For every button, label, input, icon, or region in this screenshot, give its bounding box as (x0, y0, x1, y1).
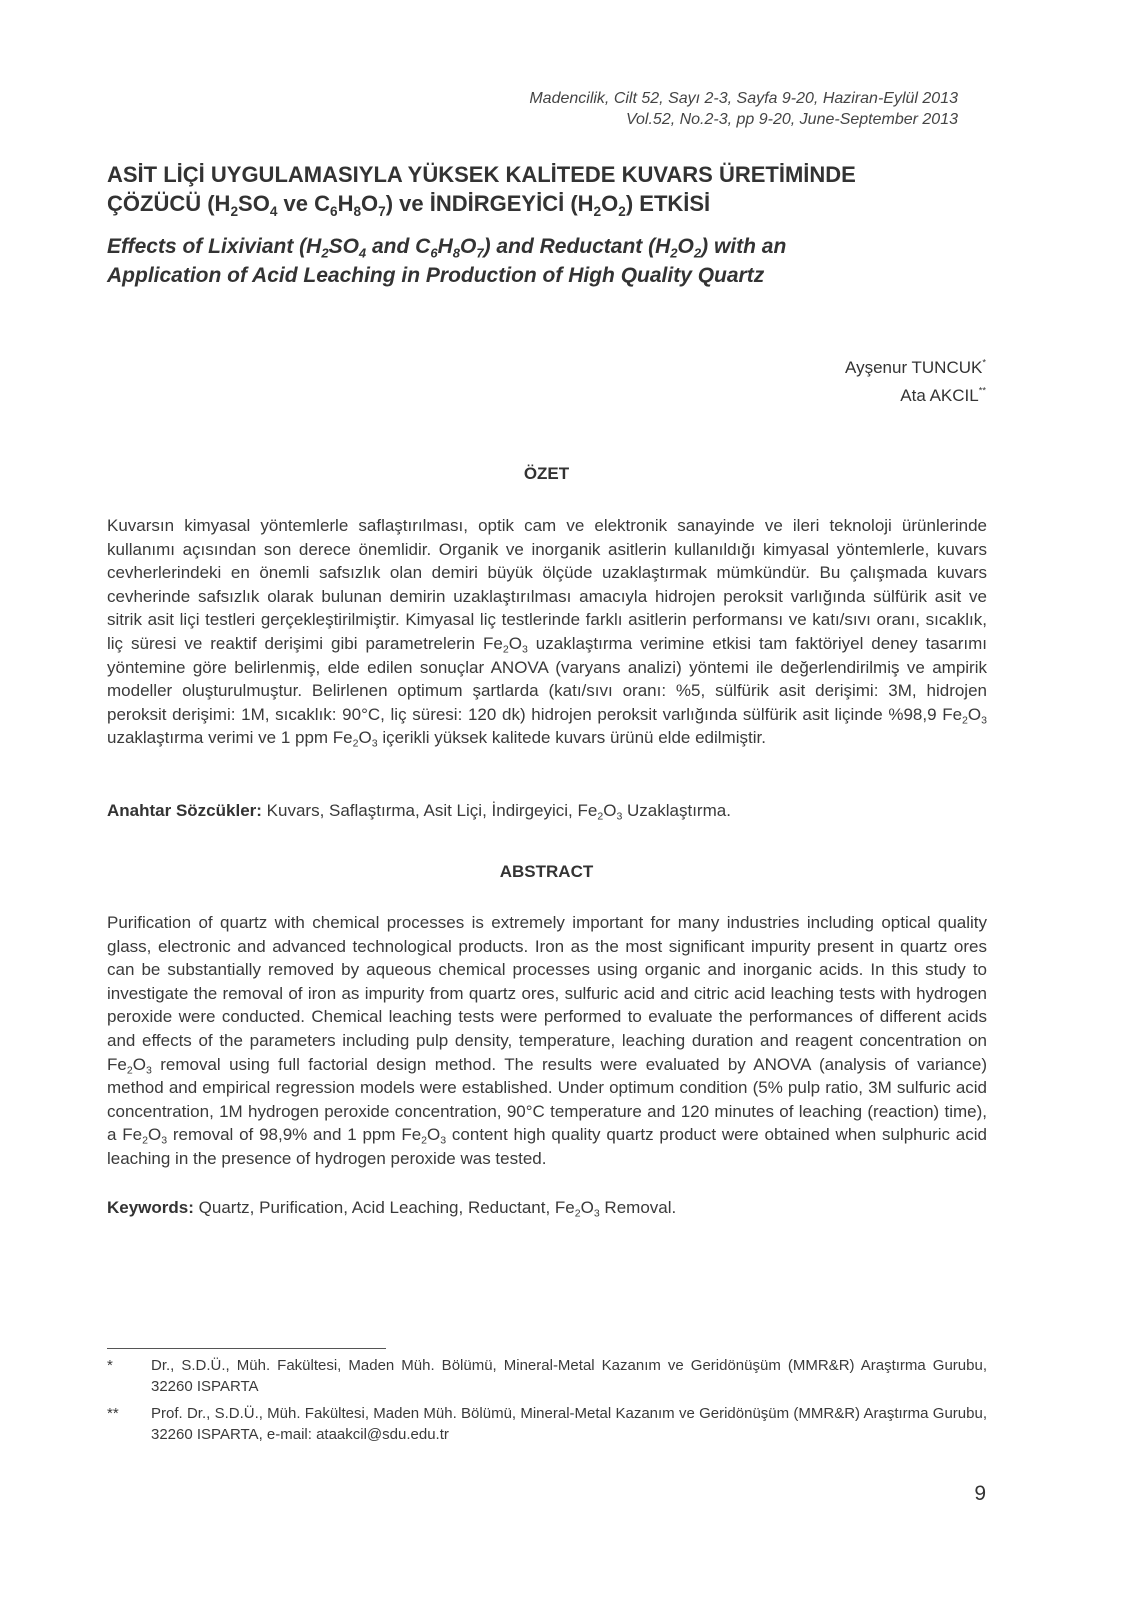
page-number: 9 (974, 1482, 986, 1505)
footnote-divider (107, 1348, 386, 1349)
footnote-1 (107, 1356, 987, 1397)
author-1 (845, 354, 986, 382)
abstract-heading: ABSTRACT (499, 862, 594, 881)
keywords-label: Keywords: (107, 1198, 194, 1217)
ozet-body: Kuvarsın kimyasal yöntemlerle saflaştırılması, optik cam ve elektronik sanayinde ve ileri teknoloji ürünlerinde kullanımı açısından son derece önemlidir. Organik ve inorganik asitlerin kullanıldığı kimyasal yöntemlerle, kuvars cevherlerindeki en önemli safsızlık olan demiri büyük ölçüde uzaklaştırmak mümkündür. Bu çalışmada kuvars cevherinde safsızlık olarak bulunan demirin uzaklaştırılması amacıyla hidrojen peroksit varlığında sülfürik asit ve sitrik asit liçi testleri gerçekleştirilmiştir. Kimyasal liç testlerinde farklı asitlerin performansı ve katı/sıvı oranı, sıcaklık, liç süresi ve reaktif derişimi gibi parametrelerin $Fe_2O_3$ uzaklaştırma verimine etkisi tam faktöriyel deney tasarımı yöntemine göre belirlenmiş, elde edilen sonuçlar ANOVA (varyans analizi) yöntemi ile değerlendirilmiş ve ampirik modeller oluşturulmuştur. Belirlenen optimum şartlarda (katı/sıvı oranı: %5, sülfürik asit derişimi: 3M, hidrojen peroksit derişimi: 1M, sıcaklık: 90°C, liç süresi: 120 dk) hidrojen peroksit varlığında sülfürik asit liçinde %98,9 $Fe_2O_3$ uzaklaştırma verimi ve 1 ppm $Fe_2O_3$ içerikli yüksek kalitede kuvars ürünü elde edilmiştir. (107, 516, 987, 751)
footnote-2 (107, 1404, 987, 1445)
footnote-mark: ** (107, 1405, 119, 1422)
footnote-text: Dr., S.D.Ü., Müh. Fakültesi, Maden Müh. Bölümü, Mineral-Metal Kazanım ve Geridönüşüm (MMR&R) Araştırma Gurubu, 32260 ISPARTA (151, 1357, 987, 1395)
footnote-mark: * (107, 1357, 113, 1374)
title-en-line2: Application of Acid Leaching in Production of High Quality Quartz (107, 264, 765, 287)
journal-citation-tr: Madencilik, Cilt 52, Sayı 2-3, Sayfa 9-20, Haziran-Eylül 2013 (529, 90, 958, 107)
author-list (845, 354, 986, 410)
title-en-line1: Effects of Lixiviant ($H_2SO_4$ and $C_6H_8O_7$) and Reductant $(H_2O_2)$ with an (107, 235, 787, 261)
author-name: Ata AKCIL (900, 386, 979, 405)
title-tr-line1: ASİT LİÇİ UYGULAMASIYLA YÜKSEK KALİTEDE KUVARS ÜRETİMİNDE (107, 162, 856, 187)
ozet-keywords: Anahtar Sözcükler: Kuvars, Saflaştırma, Asit Liçi, İndirgeyici, $Fe_2O_3$ Uzaklaştırma. (107, 801, 731, 823)
journal-header (529, 88, 958, 130)
ozet-heading: ÖZET (523, 464, 570, 483)
title-turkish (107, 160, 987, 218)
author-mark: ** (978, 385, 986, 396)
title-english (107, 232, 987, 290)
journal-citation-en: Vol.52, No.2-3, pp 9-20, June-September 2013 (625, 111, 958, 128)
abstract-keywords: Keywords: Quartz, Purification, Acid Leaching, Reductant, $Fe_2O_3$ Removal. (107, 1198, 677, 1220)
title-tr-line2: ÇÖZÜCÜ ($H_2SO_4$ ve $C_6H_8O_7$) ve İNDİRGEYİCİ $(H_2O_2)$ ETKİSİ (107, 191, 711, 219)
abstract-body: Purification of quartz with chemical processes is extremely important for many industries including optical quality glass, electronic and advanced technological products. Iron as the most significant impurity present in quartz ores can be substantially removed by aqueous chemical processes using organic and inorganic acids. In this study to investigate the removal of iron as impurity from quartz ores, sulfuric acid and citric acid leaching tests with hydrogen peroxide were conducted. Chemical leaching tests were performed to evaluate the performances of different acids and effects of the parameters including pulp density, temperature, leaching duration and reagent concentration on $Fe_2O_3$ removal using full factorial design method. The results were evaluated by ANOVA (analysis of variance) method and empirical regression models were established. Under optimum condition (5% pulp ratio, 3M sulfuric acid concentration, 1M hydrogen peroxide concentration, 90°C temperature and 120 minutes of leaching (reaction) time), a $Fe_2O_3$ removal of 98,9% and 1 ppm $Fe_2O_3$ content high quality quartz product were obtained when sulphuric acid leaching in the presence of hydrogen peroxide was tested. (107, 913, 987, 1168)
keywords-label: Anahtar Sözcükler: (107, 801, 262, 820)
footnote-text: Prof. Dr., S.D.Ü., Müh. Fakültesi, Maden Müh. Bölümü, Mineral-Metal Kazanım ve Geridönüşüm (MMR&R) Araştırma Gurubu, 32260 ISPARTA, e-mail: ataakcil@sdu.edu.tr (151, 1405, 987, 1443)
author-2 (845, 382, 986, 410)
author-name: Ayşenur TUNCUK (845, 358, 983, 377)
author-mark: * (982, 357, 986, 368)
